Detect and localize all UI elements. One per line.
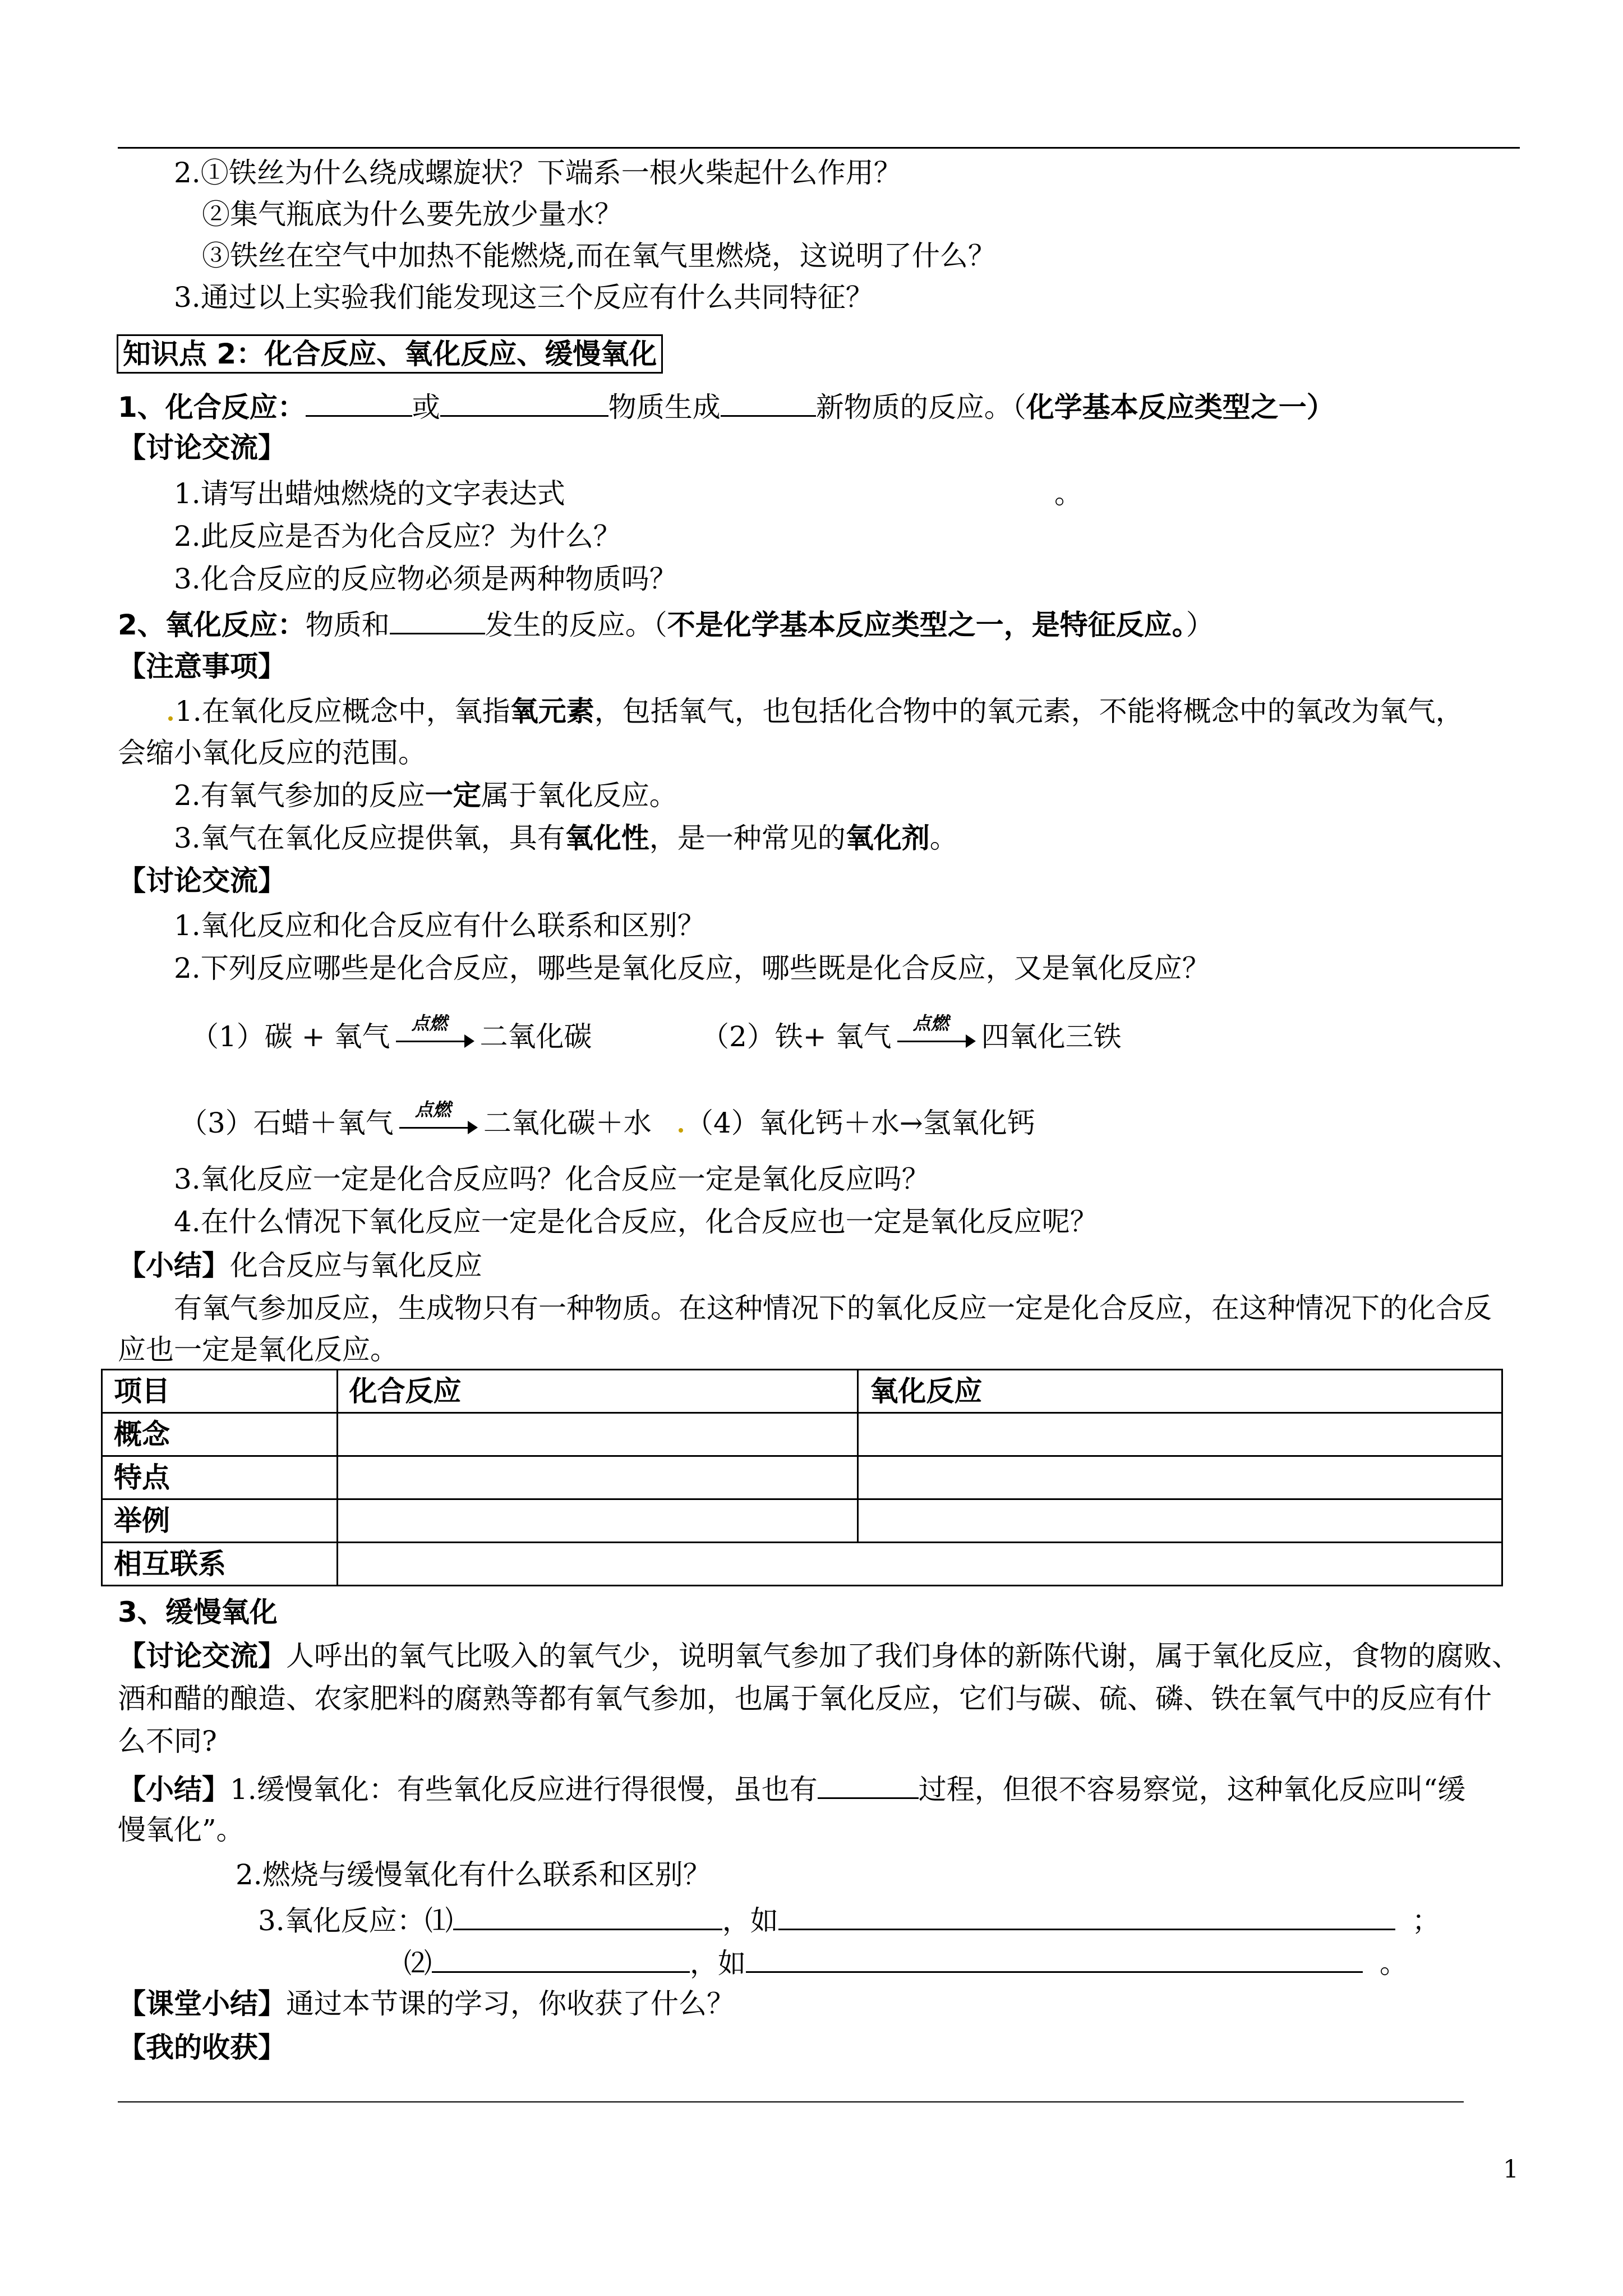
section-2-line (118, 605, 1214, 642)
s3-discuss-line1 (118, 1639, 1520, 1673)
notice-3-d: 氧化剂 (845, 822, 930, 854)
s3-q3-e: ，如 (690, 1947, 746, 1980)
table-cell (858, 1456, 1502, 1499)
s3-q2: 2.燃烧与缓慢氧化有什么联系和区别？ (236, 1858, 711, 1891)
s3-discuss-tag: 【讨论交流】 (118, 1640, 286, 1672)
notice-1-line2: 会缩小氧化反应的范围。 (118, 737, 426, 769)
notice-3 (174, 821, 958, 855)
section-2-b: 发生的反应。（ (485, 609, 667, 641)
s3-discuss-line3: 么不同? (118, 1725, 217, 1757)
blank-8 (432, 1943, 690, 1973)
d1-line2: 2.此反应是否为化合反应？为什么？ (174, 520, 621, 553)
reaction-4 (679, 1106, 1035, 1140)
table-row (102, 1456, 1502, 1499)
section-1-note: 化学基本反应类型之一） (1026, 391, 1335, 424)
notice-1-c: ，包括氧气，也包括化合物中的氧元素，不能将概念中的氧改为氧气， (594, 695, 1464, 728)
notice-3-e: 。 (929, 822, 958, 854)
reaction-2-right: 四氧化三铁 (981, 1020, 1122, 1053)
table-row (102, 1370, 1502, 1413)
reaction-3-right: 二氧化碳＋水 (483, 1107, 652, 1139)
d3-line2: 4.在什么情况下氧化反应一定是化合反应，化合反应也一定是氧化反应呢？ (174, 1205, 1098, 1238)
s3-q3-line2 (404, 1943, 1408, 1980)
blank-3 (721, 387, 816, 417)
discuss-heading-2: 【讨论交流】 (118, 864, 286, 897)
q3-line: 3.通过以上实验我们能发现这三个反应有什么共同特征？ (174, 281, 874, 314)
table-row (102, 1543, 1502, 1586)
notice-3-c: ，是一种常见的 (649, 822, 846, 854)
blank-7 (778, 1901, 1395, 1930)
reaction-3 (179, 1099, 652, 1140)
notice-2-c: 属于氧化反应。 (481, 779, 677, 812)
section-1-head: 1、化合反应： (118, 391, 306, 424)
summary-1-p1: 有氧气参加反应，生成物只有一种物质。在这种情况下的氧化反应一定是化合反应，在这种情况下的化合反 (174, 1292, 1492, 1324)
d1-line1-end: 。 (1054, 477, 1082, 510)
q2-line3: ③铁丝在空气中加热不能燃烧,而在氧气里燃烧，这说明了什么？ (202, 240, 996, 272)
summary-1-heading (118, 1249, 482, 1282)
s3-discuss-line2: 酒和醋的酿造、农家肥料的腐熟等都有氧气参加，也属于氧化反应，它们与碳、硫、磷、铁在氧气中的反应有什 (118, 1682, 1492, 1715)
reaction-2-left: （2）铁+ 氧气 (701, 1020, 892, 1053)
comparison-table (101, 1369, 1503, 1586)
section-1-mid: 物质生成 (608, 391, 721, 424)
table-cell (337, 1413, 858, 1456)
reaction-1 (191, 1013, 592, 1053)
arrow-3 (399, 1099, 478, 1139)
knowledge-point-2-title: 知识点 2：化合反应、氧化反应、缓慢氧化 (117, 334, 663, 374)
section-2-a: 物质和 (305, 609, 390, 641)
blank-6 (453, 1901, 722, 1930)
table-row (102, 1413, 1502, 1456)
s3-q3-c: ； (1412, 1904, 1440, 1937)
q2-line1: 2.①铁丝为什么绕成螺旋状？下端系一根火柴起什么作用？ (174, 157, 902, 189)
class-summary (118, 1987, 735, 2021)
section-2-head: 2、氧化反应： (118, 609, 306, 641)
notice-3-b: 氧化性 (565, 822, 649, 854)
notice-2-b: 一定 (425, 779, 481, 812)
table-row (102, 1499, 1502, 1543)
arrow-2-condition: 点燃 (912, 1013, 949, 1034)
page-number: 1 (1503, 2155, 1519, 2184)
discuss-heading-1: 【讨论交流】 (118, 431, 286, 464)
answer-rule (118, 2101, 1464, 2102)
summary-1-text: 化合反应与氧化反应 (230, 1249, 482, 1282)
mark-dot (168, 716, 173, 721)
s3-q3-b: ，如 (722, 1904, 778, 1937)
section-1-tail: 新物质的反应。（ (815, 391, 1026, 424)
section-2-c: 不是化学基本反应类型之一， (667, 609, 1032, 641)
table-cell (337, 1456, 858, 1499)
d2-line1: 1.氧化反应和化合反应有什么联系和区别？ (174, 909, 706, 942)
d2-line2: 2.下列反应哪些是化合反应，哪些是氧化反应，哪些既是化合反应，又是氧化反应？ (174, 952, 1210, 984)
s3-q3-a: 3.氧化反应：⑴ (258, 1904, 453, 1937)
s3-discuss-l1: 人呼出的氧气比吸入的氧气少，说明氧气参加了我们身体的新陈代谢，属于氧化反应，食物的腐败、 (286, 1640, 1520, 1672)
arrow-1-condition: 点燃 (411, 1013, 448, 1034)
s3-q3-d: ⑵ (404, 1947, 432, 1980)
class-summary-text: 通过本节课的学习，你收获了什么？ (286, 1987, 735, 2020)
s3-summary-line1 (118, 1769, 1465, 1806)
s3-summary-a: 1.缓慢氧化：有些氧化反应进行得很慢，虽也有 (230, 1773, 818, 1806)
summary-1-tag: 【小结】 (118, 1249, 230, 1282)
section-2-e: ） (1186, 609, 1214, 641)
arrow-1 (396, 1013, 474, 1053)
my-gain-heading: 【我的收获】 (118, 2031, 286, 2064)
table-header-combination: 化合反应 (337, 1370, 858, 1413)
blank-9 (746, 1943, 1363, 1973)
table-cell (337, 1543, 1502, 1586)
s3-summary-tag: 【小结】 (118, 1773, 230, 1806)
reaction-1-left: （1）碳 + 氧气 (191, 1020, 390, 1053)
section-1-or: 或 (412, 391, 440, 424)
table-cell (858, 1499, 1502, 1543)
d3-line1: 3.氧化反应一定是化合反应吗？化合反应一定是氧化反应吗？ (174, 1163, 930, 1195)
notice-2-a: 2.有氧气参加的反应 (174, 779, 425, 812)
mark-dot-2 (679, 1128, 683, 1133)
reaction-1-right: 二氧化碳 (479, 1020, 592, 1053)
table-header-oxidation: 氧化反应 (858, 1370, 1502, 1413)
arrow-2 (897, 1013, 976, 1053)
reaction-3-left: （3）石蜡＋氧气 (179, 1107, 394, 1139)
table-row-label: 概念 (102, 1413, 338, 1456)
top-rule (118, 147, 1520, 149)
d1-line1: 1.请写出蜡烛燃烧的文字表达式 (174, 477, 565, 510)
class-summary-tag: 【课堂小结】 (118, 1987, 286, 2020)
d1-line3: 3.化合反应的反应物必须是两种物质吗？ (174, 563, 677, 595)
table-row-label: 特点 (102, 1456, 338, 1499)
section-3-heading: 3、缓慢氧化 (118, 1596, 278, 1628)
notice-1-b: 氧元素 (510, 695, 594, 728)
section-1-line (118, 387, 1335, 424)
table-cell (337, 1499, 858, 1543)
notice-1-line1 (168, 694, 1464, 728)
reaction-2 (701, 1013, 1122, 1053)
s3-summary-line2: 慢氧化”。 (118, 1814, 245, 1846)
blank-4 (390, 605, 485, 634)
notice-2 (174, 779, 677, 812)
arrow-3-condition: 点燃 (414, 1099, 451, 1120)
reaction-4-text: （4）氧化钙＋水→氢氧化钙 (685, 1107, 1035, 1139)
blank-2 (440, 387, 608, 417)
blank-1 (306, 387, 412, 417)
q2-line2: ②集气瓶底为什么要先放少量水？ (202, 198, 623, 231)
notice-1-a: 1.在氧化反应概念中，氧指 (175, 695, 510, 728)
section-2-d: 是特征反应。 (1031, 609, 1186, 641)
blank-5 (818, 1769, 919, 1799)
s3-summary-c: ，但很不容易察觉，这种氧化反应叫“缓 (974, 1773, 1466, 1806)
table-row-label: 举例 (102, 1499, 338, 1543)
s3-q3-line1 (258, 1901, 1440, 1938)
table-cell (858, 1413, 1502, 1456)
notice-heading: 【注意事项】 (118, 650, 286, 683)
summary-1-p2: 应也一定是氧化反应。 (118, 1333, 398, 1366)
s3-q3-f: 。 (1380, 1947, 1408, 1980)
table-row-label: 相互联系 (102, 1543, 338, 1586)
table-header-item: 项目 (102, 1370, 338, 1413)
notice-3-a: 3.氧气在氧化反应提供氧，具有 (174, 822, 565, 854)
s3-summary-b: 过程 (918, 1773, 975, 1806)
